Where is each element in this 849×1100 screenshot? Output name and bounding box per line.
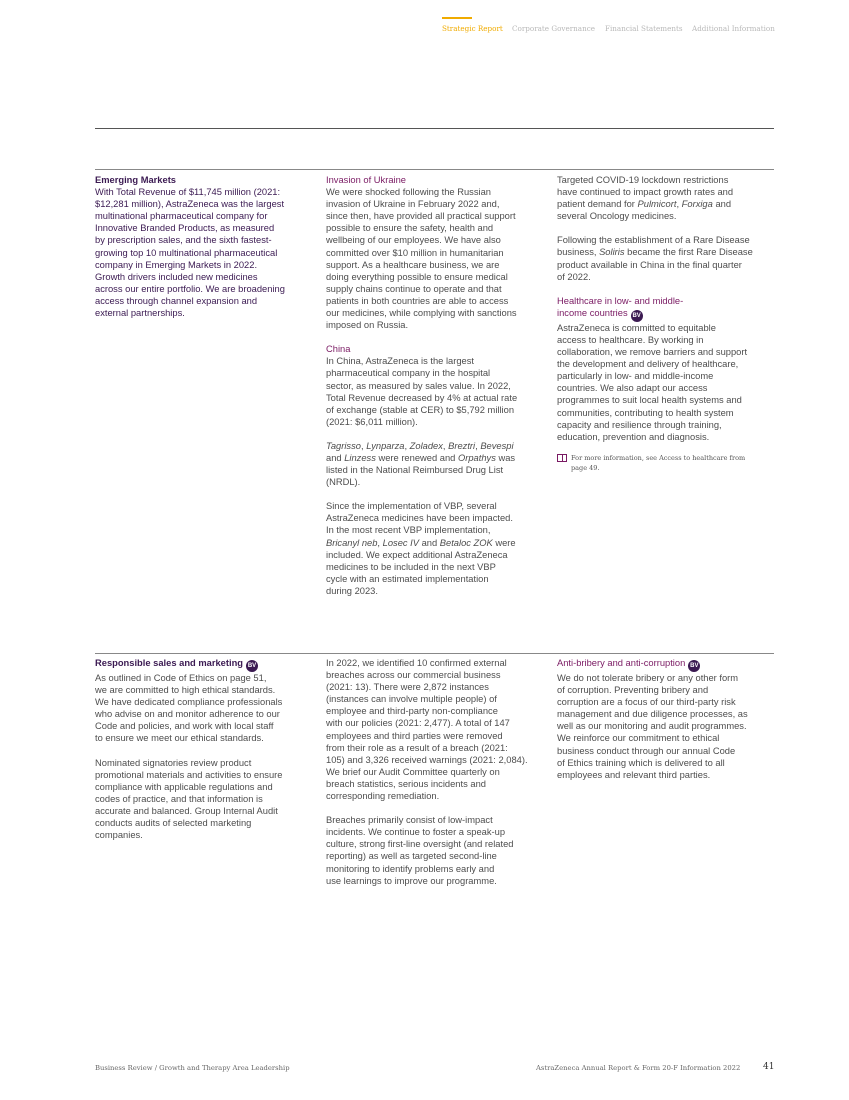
separator: , — [377, 537, 383, 548]
anti-bribery-line: We reinforce our commitment to ethical — [557, 733, 720, 744]
ukraine-line: committed over $10 million in humanitarian — [326, 247, 504, 258]
breaches-line: (instances can involve multiple people) of — [326, 694, 497, 705]
text: business, — [557, 247, 600, 258]
breaches-line: corresponding remediation. — [326, 791, 440, 802]
separator: , — [676, 199, 682, 210]
healthcare-line: programmes to suit local health systems and — [557, 395, 742, 406]
healthcare-line: countries. We also adapt our access — [557, 383, 708, 394]
responsible-line: As outlined in Code of Ethics on page 51, — [95, 673, 267, 683]
page-number: 41 — [763, 1062, 775, 1072]
footer-breadcrumb[interactable]: Business Review / Growth and Therapy Area Leadership — [95, 1064, 290, 1072]
china-line: pharmaceutical company in the hospital — [326, 368, 491, 379]
separator: , — [475, 440, 481, 451]
responsible-line: who advise on and monitor adherence to our — [95, 709, 280, 720]
ukraine-line: support. As a healthcare business, we are — [326, 259, 500, 270]
emerging-markets-section — [95, 174, 315, 319]
healthcare-line: the development and delivery of healthcare, — [557, 359, 739, 370]
footer-publication-title: AstraZeneca Annual Report & Form 20-F Information 2022 — [536, 1064, 741, 1072]
responsible-line: promotional materials and activities to ensure — [95, 769, 283, 780]
ukraine-line: invasion of Ukraine in February 2022 and, — [326, 199, 500, 210]
text: became the first Rare Disease — [624, 247, 753, 258]
healthcare-heading-line2 — [557, 307, 775, 322]
breaches-line: incidents. We continue to foster a speak-up — [326, 827, 506, 838]
reference-page: page 49. — [571, 463, 600, 472]
book-icon — [557, 454, 567, 462]
china-heading: China — [326, 344, 351, 355]
healthcare-line: capacity and resilience through training, — [557, 419, 722, 430]
ukraine-line: possible to ensure the safety, health and — [326, 223, 494, 234]
ukraine-line: imposed on Russia. — [326, 320, 409, 331]
ukraine-line: since then, have provided all practical support — [326, 211, 516, 222]
separator: , — [442, 440, 449, 451]
breaches-line: with our policies (2021: 2,477). A total of 147 — [326, 718, 510, 729]
responsible-line: accurate and balanced. Group Internal Audit — [95, 805, 278, 816]
breaches-line: breach statistics, serious incidents and — [326, 778, 486, 789]
text: and — [418, 537, 440, 548]
drug-name: Forxiga — [681, 199, 713, 210]
responsible-line: We have dedicated compliance professionals — [95, 697, 283, 708]
text: and — [326, 452, 345, 463]
responsible-line: codes of practice, and that information is — [95, 793, 263, 804]
section-nav — [440, 24, 774, 38]
covid-line: have continued to impact growth rates and — [557, 187, 734, 198]
china-line: In China, AstraZeneca is the largest — [326, 356, 475, 367]
ukraine-line: supply chains continue to operate and that — [326, 283, 502, 294]
responsible-line: compliance with applicable regulations and — [95, 781, 273, 792]
ukraine-heading: Invasion of Ukraine — [326, 175, 406, 185]
breaches-line: employee and third-party non-compliance — [326, 706, 498, 717]
china-line: sector, as measured by sales value. In 2022, — [326, 380, 511, 391]
drug-name: Orpathys — [457, 452, 496, 463]
bv-badge-icon: BV — [688, 660, 700, 672]
covid-line: several Oncology medicines. — [557, 211, 677, 222]
section-rule-top — [95, 169, 774, 170]
breaches-line: employees and third parties were removed — [326, 730, 503, 741]
responsible-line: Code and policies, and work with local staff — [95, 721, 274, 732]
emerging-line: With Total Revenue of $11,745 million (2021: — [95, 187, 281, 198]
anti-bribery-line: management and due diligence processes, as — [557, 709, 748, 720]
breaches-line: Breaches primarily consist of low-impact — [326, 815, 493, 826]
china-line: (2021: $6,011 million). — [326, 416, 418, 427]
nav-strategic-report[interactable]: Strategic Report — [442, 24, 503, 33]
drug-name: Bricanyl neb — [326, 537, 378, 548]
ukraine-line: We were shocked following the Russian — [326, 187, 491, 198]
nav-corporate-governance[interactable]: Corporate Governance — [512, 24, 595, 33]
covid-healthcare-section — [557, 174, 775, 473]
drug-name: Soliris — [599, 247, 625, 258]
healthcare-line: communities, contributing to health system — [557, 407, 734, 418]
ukraine-line: patients in both countries are able to access — [326, 295, 509, 306]
anti-bribery-line: We do not tolerate bribery or any other form — [557, 673, 739, 683]
emerging-line: company in Emerging Markets in 2022. — [95, 259, 258, 270]
china-drugs-line — [326, 452, 548, 464]
drug-name: Breztri — [448, 440, 476, 451]
emerging-line: Growth drivers included new medicines — [95, 271, 258, 282]
responsible-line: conducts audits of selected marketing — [95, 818, 252, 829]
drug-name: Betaloc ZOK — [439, 537, 493, 548]
drug-name: Tagrisso — [326, 440, 361, 451]
covid-line — [557, 246, 775, 258]
breaches-line: culture, strong first-line oversight (and related — [326, 839, 514, 850]
drug-name: Lynparza — [366, 440, 405, 451]
anti-bribery-line: employees and relevant third parties. — [557, 769, 711, 780]
reference-text: For more information, see Access to healthcare from — [571, 453, 746, 462]
china-line: Since the implementation of VBP, several — [326, 501, 497, 512]
ukraine-china-section — [326, 174, 548, 597]
healthcare-line: education, prevention and diagnosis. — [557, 431, 710, 442]
drug-name: Bevespi — [480, 440, 514, 451]
breaches-line: We brief our Audit Committee quarterly on — [326, 766, 500, 777]
text: and — [712, 199, 732, 210]
page-reference[interactable] — [557, 453, 775, 473]
china-line: AstraZeneca medicines have been impacted. — [326, 513, 513, 524]
ukraine-line: wellbeing of our employees. We have also — [326, 235, 501, 246]
responsible-line: we are committed to high ethical standards. — [95, 685, 276, 696]
covid-line: product available in China in the final quarter — [557, 259, 742, 270]
responsible-line: to ensure we meet our ethical standards. — [95, 733, 264, 744]
china-line: In the most recent VBP implementation, — [326, 525, 491, 536]
emerging-markets-heading: Emerging Markets — [95, 175, 177, 185]
separator: , — [404, 440, 410, 451]
drug-name: Linzess — [344, 452, 376, 463]
anti-bribery-heading — [557, 657, 775, 672]
emerging-line: across our entire portfolio. We are broadening — [95, 283, 285, 294]
breaches-line: breaches across our commercial business — [326, 670, 501, 681]
china-line: cycle with an estimated implementation — [326, 573, 489, 584]
china-drugs-line — [326, 537, 548, 549]
anti-bribery-heading-text: Anti-bribery and anti-corruption — [557, 658, 686, 668]
china-line: of exchange (stable at CER) to $5,792 million — [326, 404, 515, 415]
bv-badge-icon: BV — [246, 660, 258, 672]
emerging-line: Innovative Branded Products, as measured — [95, 223, 275, 234]
healthcare-line: AstraZeneca is committed to equitable — [557, 322, 716, 333]
breaches-line: (2021: 13). There were 2,872 instances — [326, 682, 489, 693]
emerging-line: growing top 10 multinational pharmaceutical — [95, 247, 278, 258]
text: patient demand for — [557, 199, 638, 210]
covid-line: of 2022. — [557, 271, 591, 282]
breaches-section — [326, 657, 548, 887]
emerging-line: multinational pharmaceutical company for — [95, 211, 268, 222]
responsible-line: Nominated signatories review product — [95, 757, 252, 768]
anti-bribery-section — [557, 657, 775, 781]
breaches-line: use learnings to improve our programme. — [326, 875, 497, 886]
header-rule — [95, 128, 774, 129]
anti-bribery-line: corruption are a focus of our third-party risk — [557, 697, 736, 708]
emerging-line: access through channel expansion and — [95, 295, 258, 306]
covid-line: Following the establishment of a Rare Disease — [557, 235, 750, 246]
drug-name: Zoladex — [409, 440, 443, 451]
healthcare-line: access to healthcare. By working in — [557, 334, 704, 345]
separator: , — [360, 440, 367, 451]
covid-line: Targeted COVID-19 lockdown restrictions — [557, 175, 729, 185]
emerging-line: $12,281 million), AstraZeneca was the largest — [95, 199, 285, 210]
breaches-line: reporting) as well as targeted second-line — [326, 851, 497, 862]
healthcare-line: particularly in low- and middle-income — [557, 371, 714, 382]
nav-financial-statements[interactable]: Financial Statements — [605, 24, 683, 33]
text: was — [495, 452, 516, 463]
china-line: Total Revenue decreased by 4% at actual rate — [326, 392, 518, 403]
ukraine-line: our medicines, while complying with sanctions — [326, 308, 517, 319]
breaches-line: In 2022, we identified 10 confirmed external — [326, 658, 507, 668]
china-line: included. We expect additional AstraZeneca — [326, 549, 508, 560]
china-drugs-line — [326, 440, 548, 452]
covid-line — [557, 198, 775, 210]
breaches-line: monitoring to identify problems early and — [326, 863, 495, 874]
drug-name: Pulmicort — [637, 199, 677, 210]
china-line: listed in the National Reimbursed Drug List — [326, 465, 504, 476]
responsible-heading — [95, 657, 315, 672]
text: were renewed and — [375, 452, 458, 463]
responsible-line: companies. — [95, 830, 143, 841]
section-rule-bottom — [95, 653, 774, 654]
drug-name: Losec IV — [382, 537, 419, 548]
text: were — [492, 537, 516, 548]
china-line: (NRDL). — [326, 477, 361, 488]
healthcare-heading-text: income countries — [557, 307, 628, 318]
emerging-line: by prescription sales, and the sixth fastest- — [95, 235, 272, 246]
anti-bribery-line: of Ethics training which is delivered to all — [557, 757, 725, 768]
ukraine-line: doing everything possible to ensure medical — [326, 271, 508, 282]
china-line: medicines to be included in the next VBP — [326, 561, 496, 572]
breaches-line: from their role as a result of a breach (2021: — [326, 742, 508, 753]
nav-additional-information[interactable]: Additional Information — [692, 24, 775, 33]
healthcare-heading: Healthcare in low- and middle- — [557, 295, 684, 306]
healthcare-line: collaboration, we remove barriers and support — [557, 347, 748, 358]
bv-badge-icon: BV — [631, 310, 643, 322]
china-line: during 2023. — [326, 585, 378, 596]
anti-bribery-line: of corruption. Preventing bribery and — [557, 685, 709, 696]
responsible-sales-section — [95, 657, 315, 841]
responsible-heading-text: Responsible sales and marketing — [95, 658, 243, 668]
emerging-line: external partnerships. — [95, 308, 185, 319]
anti-bribery-line: business conduct through our annual Code — [557, 745, 736, 756]
anti-bribery-line: well as our monitoring and audit programmes. — [557, 721, 747, 732]
breaches-line: 105) and 3,326 received warnings (2021: 2,084). — [326, 754, 528, 765]
